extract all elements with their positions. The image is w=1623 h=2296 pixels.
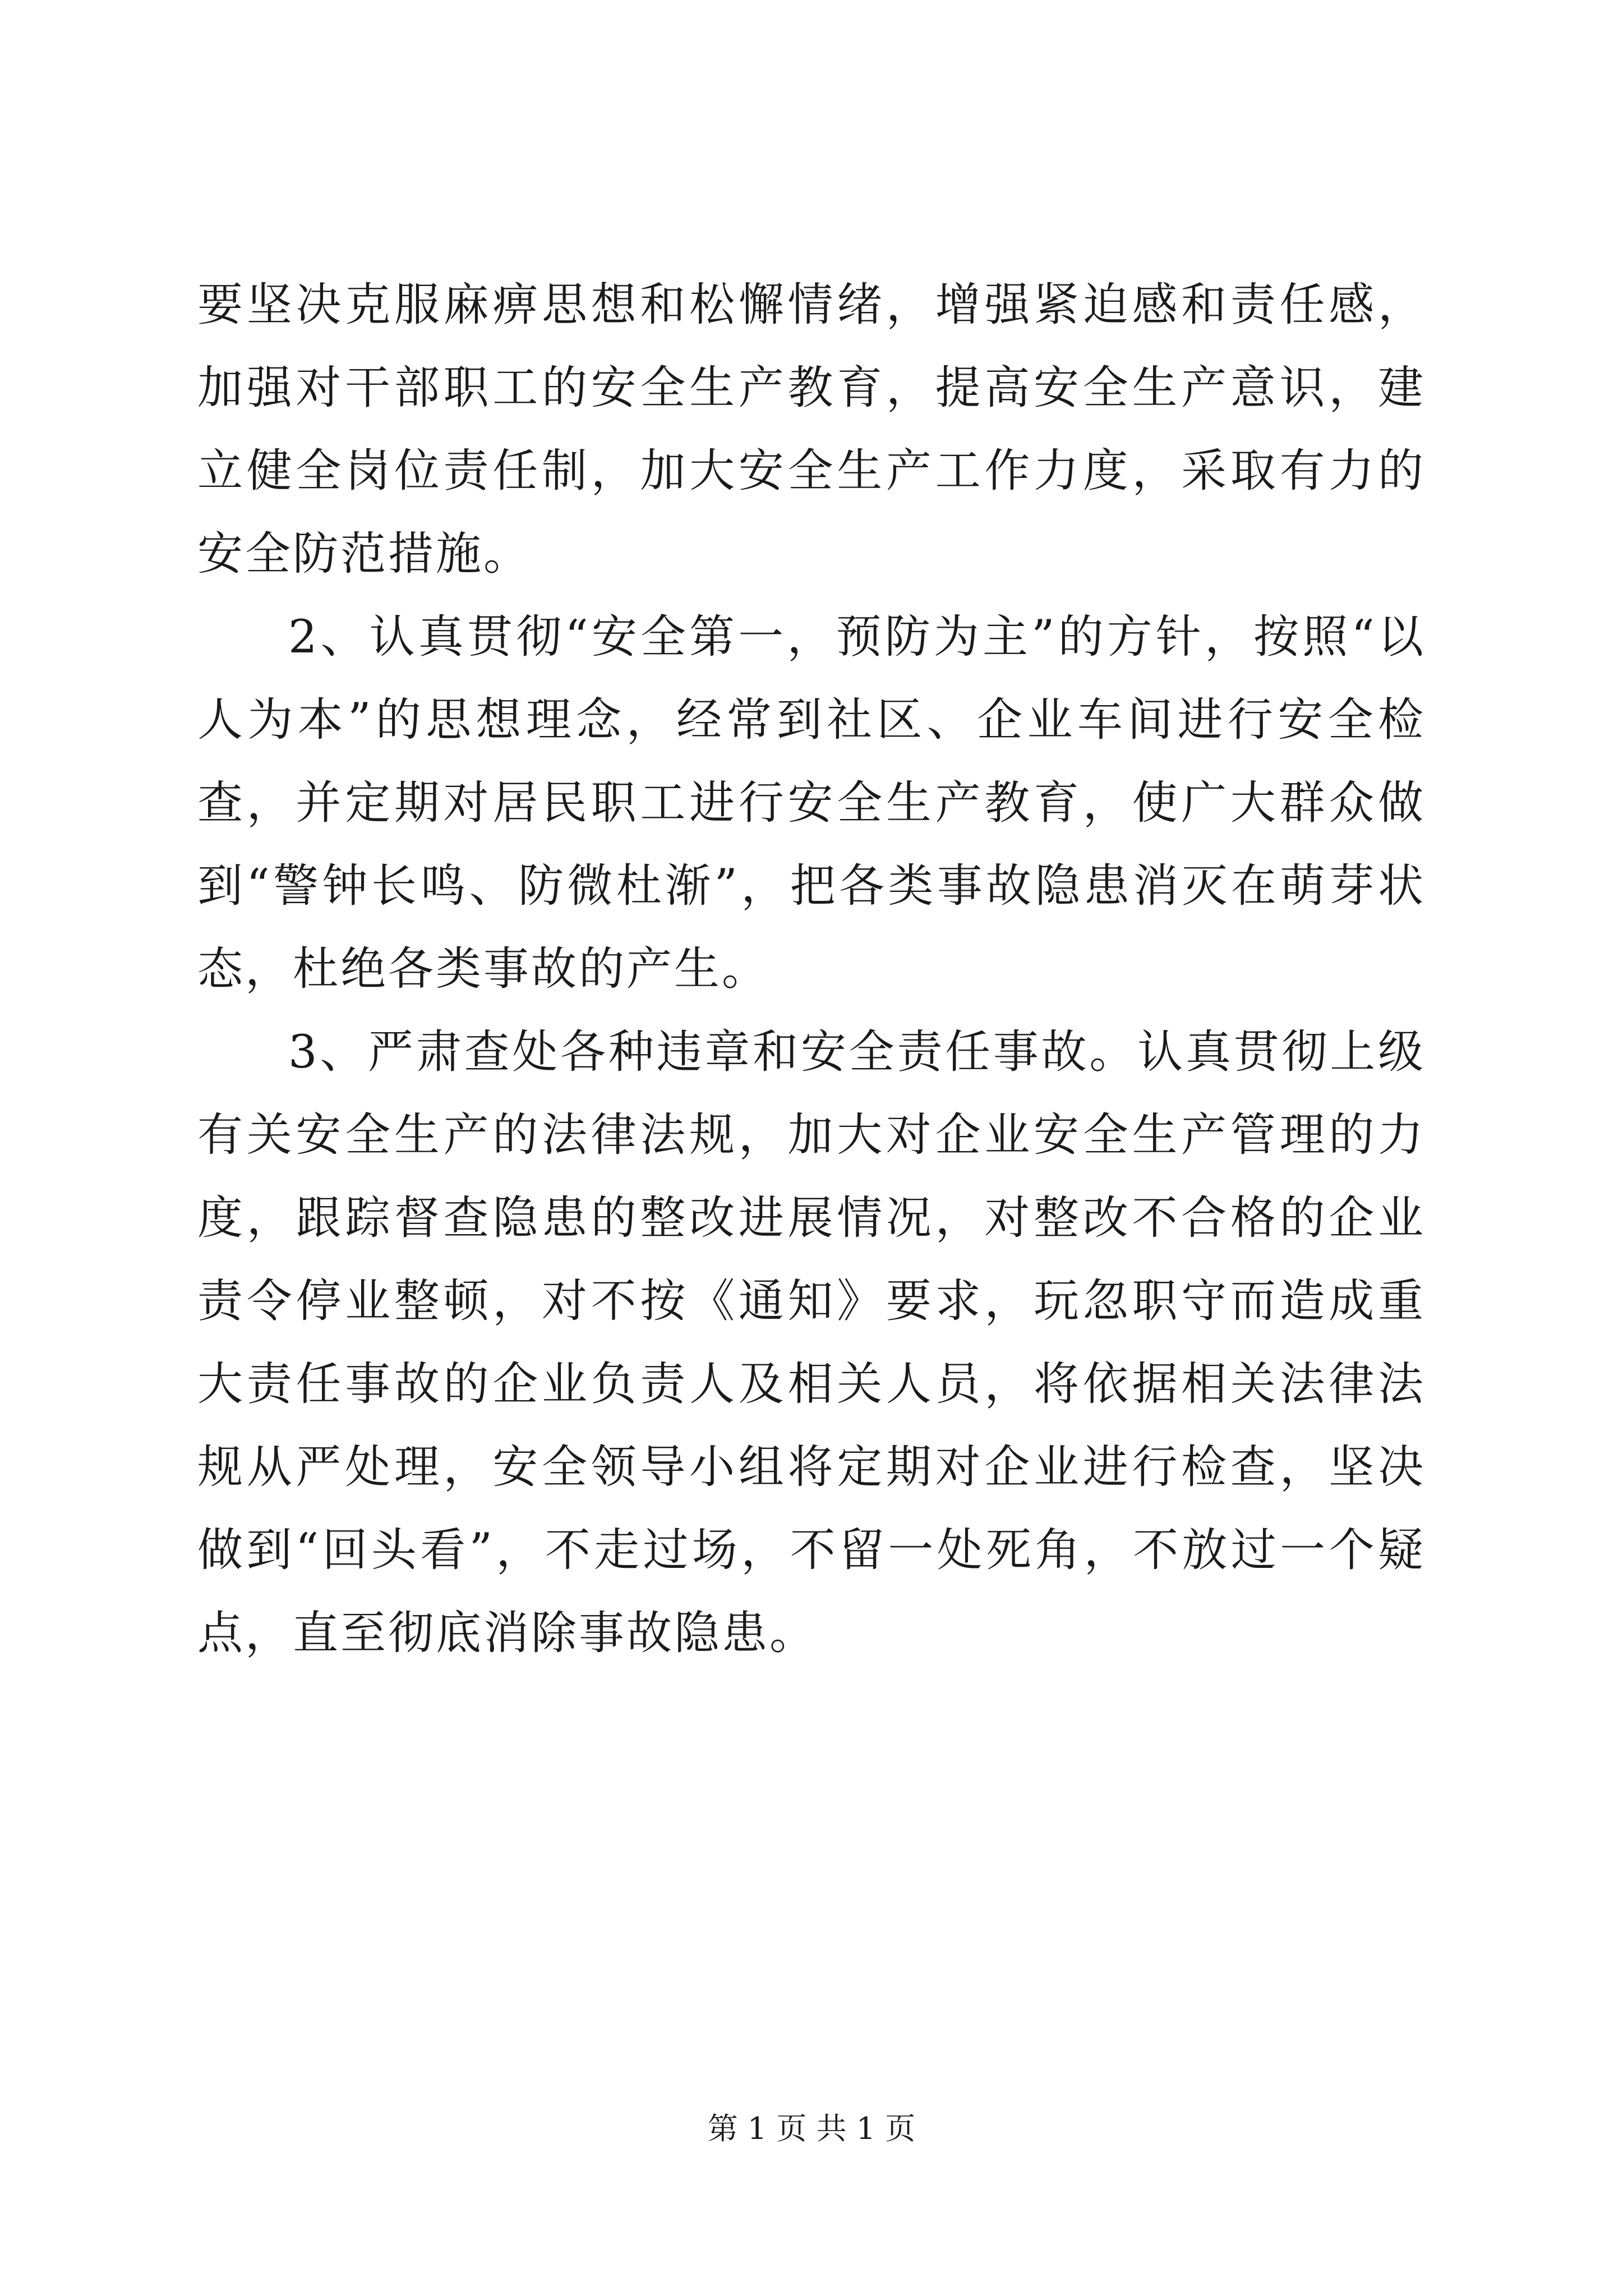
document-body: [197, 264, 1426, 1675]
paragraph-2: 2、认真贯彻“安全第一，预防为主”的方针，按照“以人为本”的思想理念，经常到社区、企业车间进行安全检查，并定期对居民职工进行安全生产教育，使广大群众做到“警钟长鸣、防微杜渐”，把各类事故隐患消灭在萌芽状态，杜绝各类事故的产生。: [197, 611, 1426, 996]
paragraph-1: 要坚决克服麻痹思想和松懈情绪，增强紧迫感和责任感，加强对干部职工的安全生产教育，提高安全生产意识，建立健全岗位责任制，加大安全生产工作力度，采取有力的安全防范措施。: [197, 279, 1426, 581]
paragraph-3: 3、严肃查处各种违章和安全责任事故。认真贯彻上级有关安全生产的法律法规，加大对企业安全生产管理的力度，跟踪督查隐患的整改进展情况，对整改不合格的企业责令停业整顿，对不按《通知》要求，玩忽职守而造成重大责任事故的企业负责人及相关人员，将依据相关法律法规从严处理，安全领导小组将定期对企业进行检查，坚决做到“回头看”，不走过场，不留一处死角，不放过一个疑点，直至彻底消除事故隐患。: [197, 1026, 1426, 1660]
page-number-footer: 第 1 页 共 1 页: [707, 2111, 916, 2146]
